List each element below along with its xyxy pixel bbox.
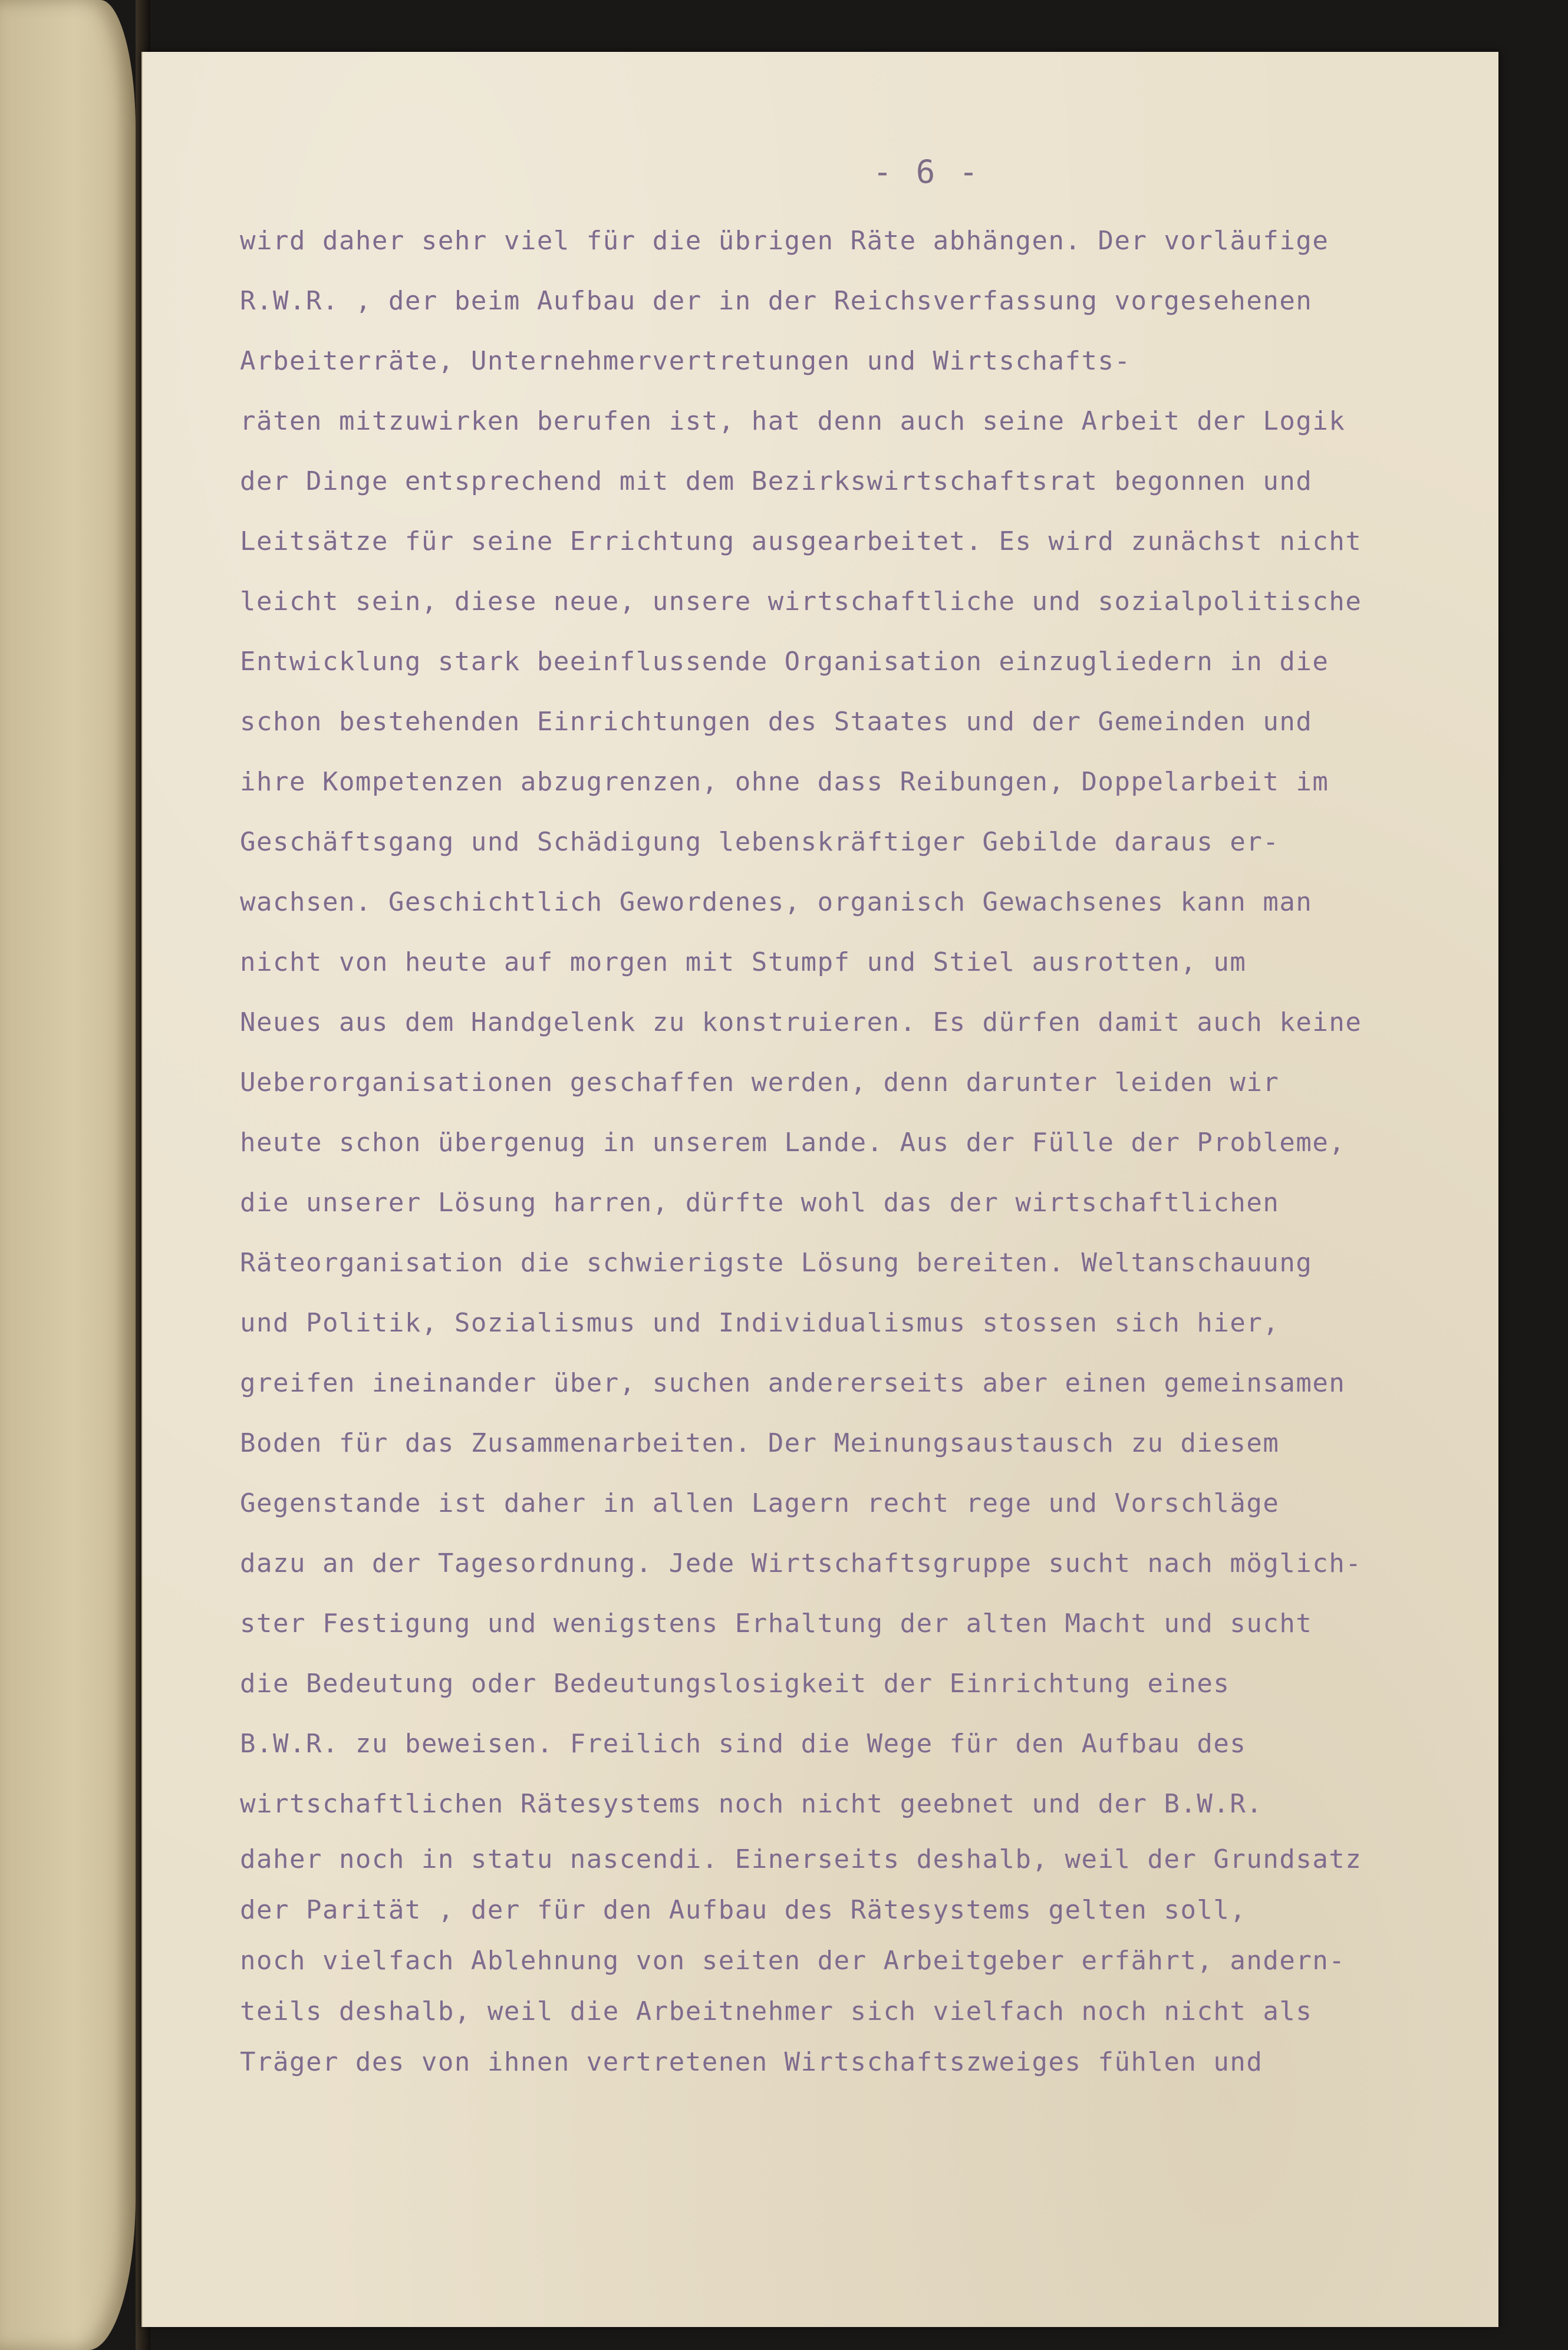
text-line: wirtschaftlichen Rätesystems noch nicht geebnet und der B.W.R. — [240, 1789, 1263, 1819]
text-line: Neues aus dem Handgelenk zu konstruieren. Es dürfen damit auch keine — [240, 1007, 1362, 1037]
body-text — [240, 211, 1478, 2088]
text-line: Arbeiterräte, Unternehmervertretungen und Wirtschafts- — [240, 346, 1131, 376]
text-line: Räteorganisation die schwierigste Lösung bereiten. Weltanschauung — [240, 1248, 1313, 1278]
text-line: die unserer Lösung harren, dürfte wohl das der wirtschaftlichen — [240, 1188, 1280, 1218]
text-line: teils deshalb, weil die Arbeitnehmer sich vielfach noch nicht als — [240, 1996, 1313, 2026]
text-line: wird daher sehr viel für die übrigen Räte abhängen. Der vorläufige — [240, 226, 1329, 256]
text-line: daher noch in statu nascendi. Einerseits deshalb, weil der Grundsatz — [240, 1844, 1362, 1874]
text-line: und Politik, Sozialismus und Individualismus stossen sich hier, — [240, 1308, 1280, 1338]
text-line: wachsen. Geschichtlich Gewordenes, organisch Gewachsenes kann man — [240, 887, 1313, 917]
text-line: der Dinge entsprechend mit dem Bezirkswirtschaftsrat begonnen und — [240, 466, 1313, 496]
text-line: Träger des von ihnen vertretenen Wirtschaftszweiges fühlen und — [240, 2047, 1263, 2077]
page-number: - 6 - — [872, 153, 981, 190]
text-line: B.W.R. zu beweisen. Freilich sind die Wege für den Aufbau des — [240, 1729, 1247, 1759]
text-line: dazu an der Tagesordnung. Jede Wirtschaftsgruppe sucht nach möglich- — [240, 1548, 1362, 1578]
text-line: Ueberorganisationen geschaffen werden, denn darunter leiden wir — [240, 1067, 1280, 1097]
text-line: heute schon übergenug in unserem Lande. Aus der Fülle der Probleme, — [240, 1128, 1346, 1158]
text-line: Geschäftsgang und Schädigung lebenskräftiger Gebilde daraus er- — [240, 827, 1280, 857]
facing-page — [0, 0, 136, 2350]
text-line: die Bedeutung oder Bedeutungslosigkeit der Einrichtung eines — [240, 1669, 1230, 1699]
text-line: ihre Kompetenzen abzugrenzen, ohne dass Reibungen, Doppelarbeit im — [240, 767, 1329, 797]
text-line: ster Festigung und wenigstens Erhaltung der alten Macht und sucht — [240, 1609, 1313, 1639]
text-line: nicht von heute auf morgen mit Stumpf und Stiel ausrotten, um — [240, 947, 1247, 977]
text-line: leicht sein, diese neue, unsere wirtschaftliche und sozialpolitische — [240, 586, 1362, 617]
text-line: Entwicklung stark beeinflussende Organisation einzugliedern in die — [240, 647, 1329, 677]
text-line: R.W.R. , der beim Aufbau der in der Reichsverfassung vorgesehenen — [240, 286, 1313, 316]
text-line: der Parität , der für den Aufbau des Rätesystems gelten soll, — [240, 1895, 1247, 1925]
text-line: greifen ineinander über, suchen andererseits aber einen gemeinsamen — [240, 1368, 1346, 1398]
text-line: schon bestehenden Einrichtungen des Staates und der Gemeinden und — [240, 707, 1313, 737]
text-line: noch vielfach Ablehnung von seiten der Arbeitgeber erfährt, andern- — [240, 1946, 1346, 1976]
text-line: räten mitzuwirken berufen ist, hat denn auch seine Arbeit der Logik — [240, 406, 1346, 436]
text-line: Boden für das Zusammenarbeiten. Der Meinungsaustausch zu diesem — [240, 1428, 1280, 1458]
text-line: Leitsätze für seine Errichtung ausgearbeitet. Es wird zunächst nicht — [240, 526, 1362, 556]
text-line: Gegenstande ist daher in allen Lagern recht rege und Vorschläge — [240, 1488, 1280, 1518]
document-page — [141, 52, 1498, 2327]
